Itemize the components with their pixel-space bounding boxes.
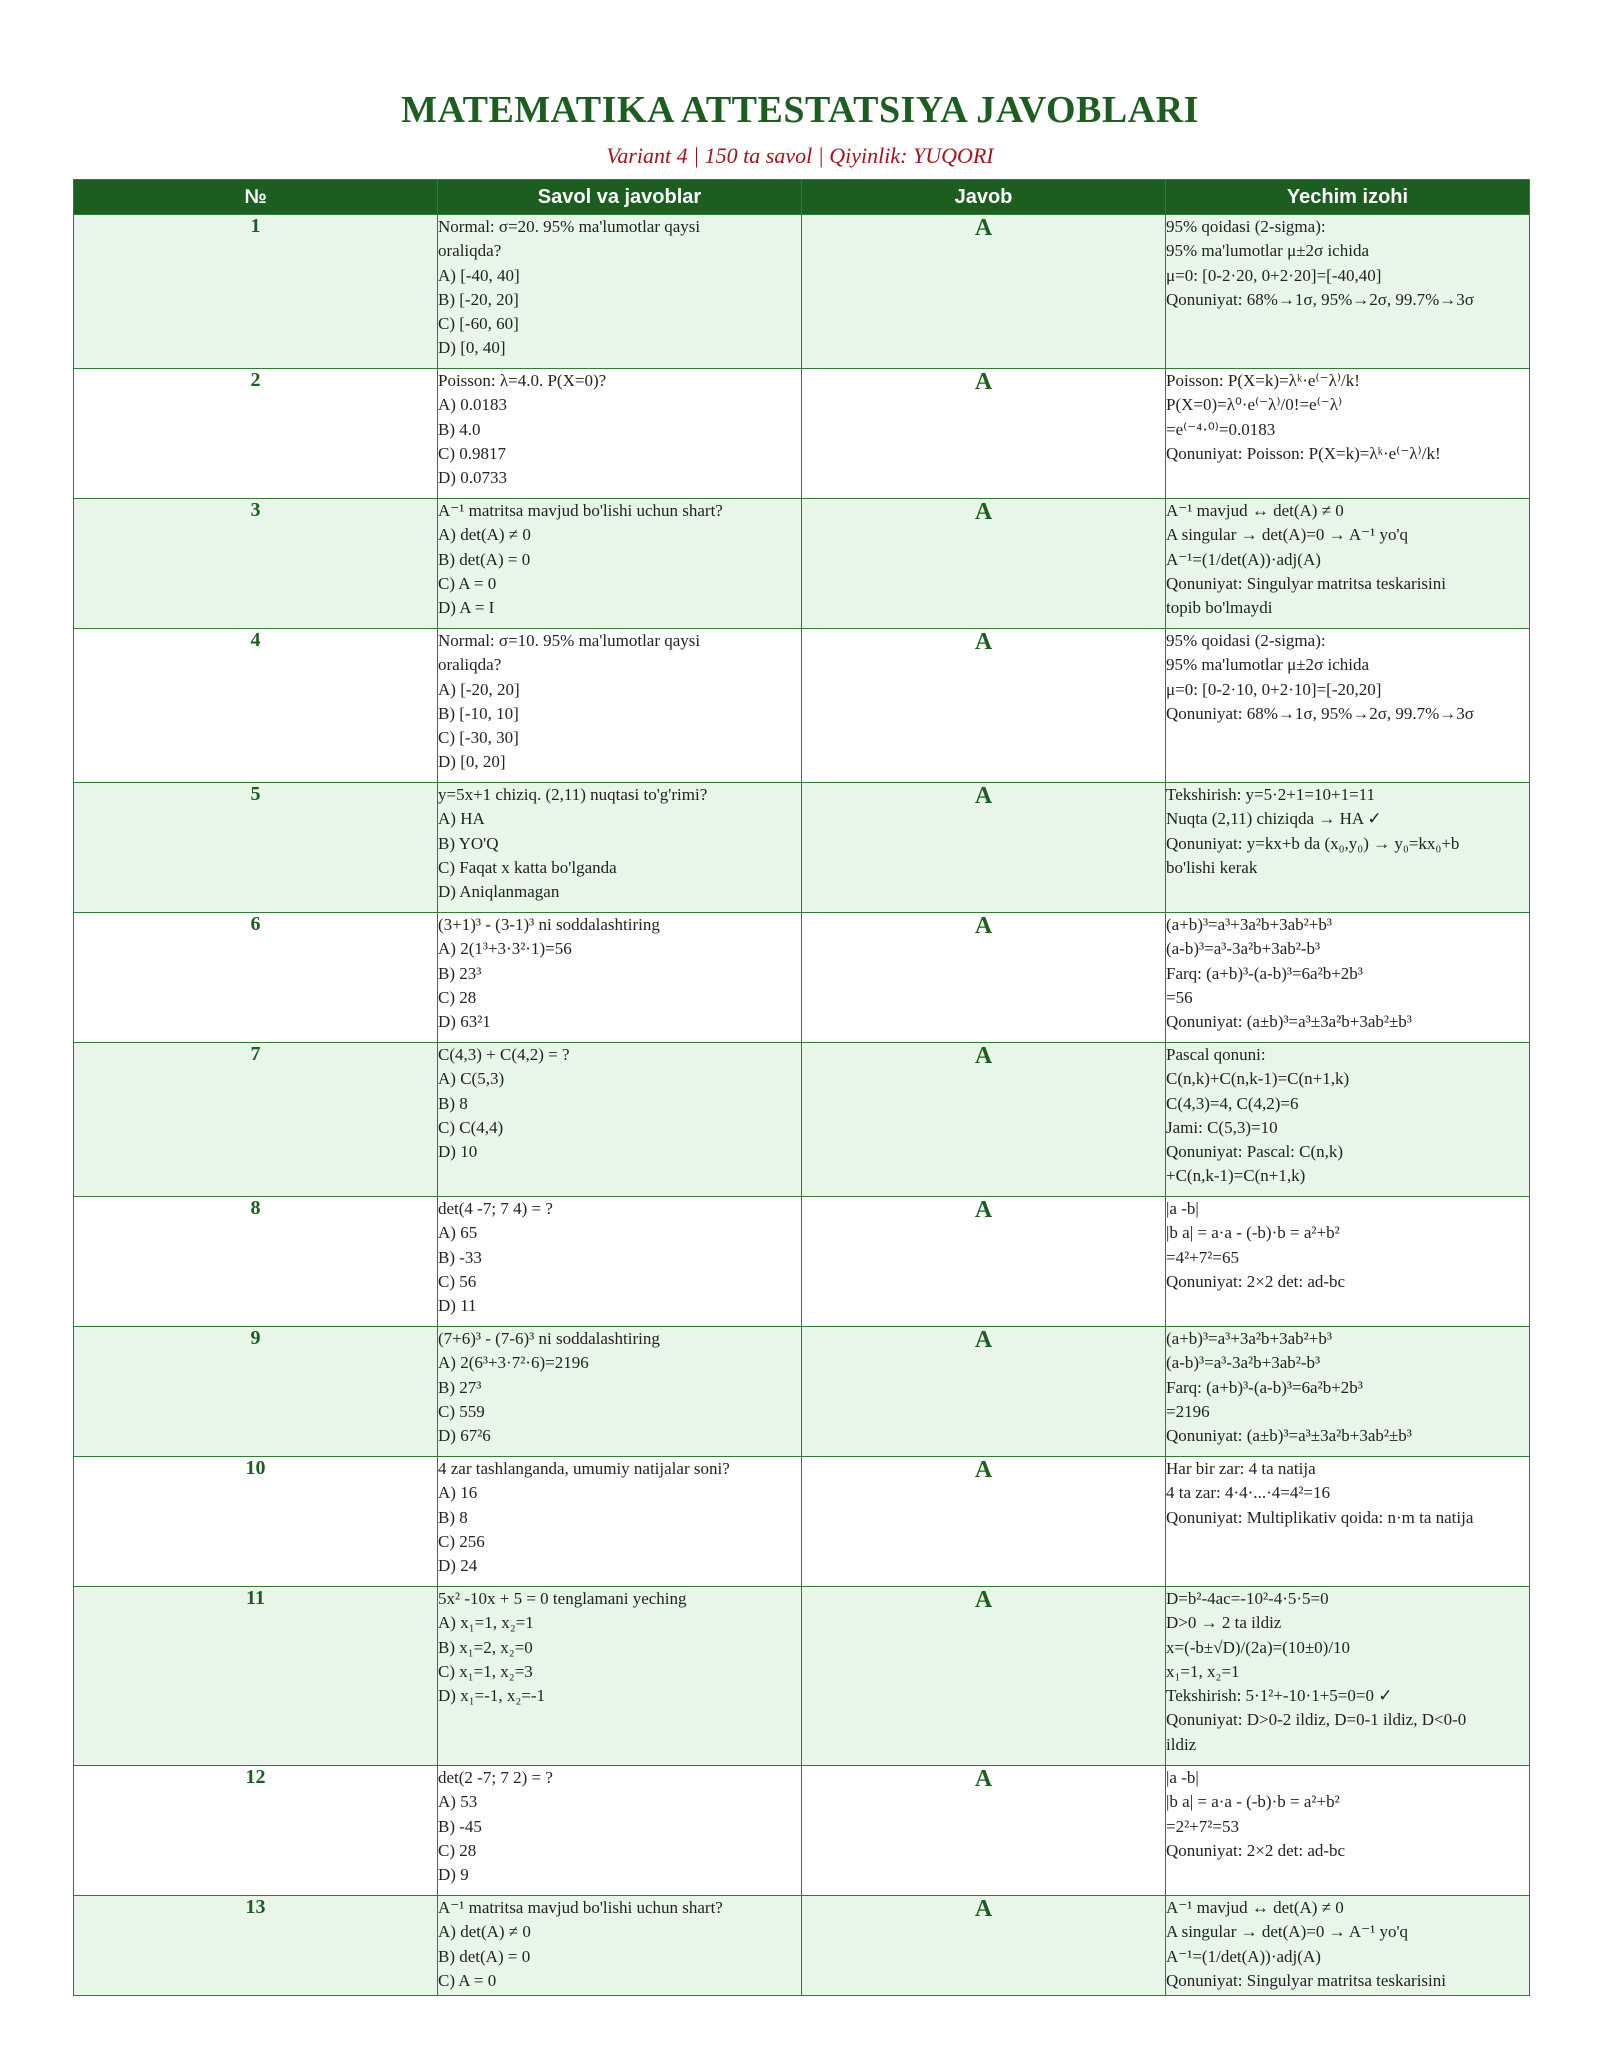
question-text: Poisson: λ=4.0. P(X=0)? A) 0.0183 B) 4.0 C) 0.9817 D) 0.0733 (438, 369, 802, 499)
answer-letter: A (802, 1197, 1166, 1327)
solution-note: Tekshirish: y=5·2+1=10+1=11 Nuqta (2,11) chiziqda → HA ✓ Qonuniyat: y=kx+b da (x₀,y₀) → y₀=kx₀+b bo'lishi kerak (1166, 783, 1530, 913)
answer-letter: A (802, 499, 1166, 629)
table-row (74, 629, 1530, 783)
solution-note: |a -b| |b a| = a·a - (-b)·b = a²+b² =2²+7²=53 Qonuniyat: 2×2 det: ad-bc (1166, 1766, 1530, 1896)
question-text: 4 zar tashlanganda, umumiy natijalar soni? A) 16 B) 8 C) 256 D) 24 (438, 1457, 802, 1587)
table-row (74, 1327, 1530, 1457)
answer-letter: A (802, 1766, 1166, 1896)
answer-letter: A (802, 1896, 1166, 1996)
answer-letter: A (802, 1587, 1166, 1766)
question-number: 3 (74, 499, 438, 629)
answer-letter: A (802, 1457, 1166, 1587)
column-header-explanation: Yechim izohi (1166, 180, 1530, 215)
question-number: 2 (74, 369, 438, 499)
column-header-answer: Javob (802, 180, 1166, 215)
answer-letter: A (802, 1327, 1166, 1457)
question-number: 13 (74, 1896, 438, 1996)
question-text: C(4,3) + C(4,2) = ? A) C(5,3) B) 8 C) C(4,4) D) 10 (438, 1043, 802, 1197)
question-number: 10 (74, 1457, 438, 1587)
table-header (74, 180, 1530, 215)
question-number: 9 (74, 1327, 438, 1457)
question-number: 6 (74, 913, 438, 1043)
table-row (74, 1766, 1530, 1896)
question-text: Normal: σ=10. 95% ma'lumotlar qaysi oraliqda? A) [-20, 20] B) [-10, 10] C) [-30, 30] D) [0, 20] (438, 629, 802, 783)
question-text: y=5x+1 chiziq. (2,11) nuqtasi to'g'rimi? A) HA B) YO'Q C) Faqat x katta bo'lganda D) Aniqlanmagan (438, 783, 802, 913)
column-header-number: № (74, 180, 438, 215)
answer-letter: A (802, 629, 1166, 783)
question-number: 7 (74, 1043, 438, 1197)
question-text: det(4 -7; 7 4) = ? A) 65 B) -33 C) 56 D) 11 (438, 1197, 802, 1327)
question-text: 5x² -10x + 5 = 0 tenglamani yeching A) x₁=1, x₂=1 B) x₁=2, x₂=0 C) x₁=1, x₂=3 D) x₁=-1, x₂=-1 (438, 1587, 802, 1766)
column-header-question: Savol va javoblar (438, 180, 802, 215)
solution-note: (a+b)³=a³+3a²b+3ab²+b³ (a-b)³=a³-3a²b+3ab²-b³ Farq: (a+b)³-(a-b)³=6a²b+2b³ =2196 Qonuniyat: (a±b)³=a³±3a²b+3ab²±b³ (1166, 1327, 1530, 1457)
solution-note: A⁻¹ mavjud ↔ det(A) ≠ 0 A singular → det(A)=0 → A⁻¹ yo'q A⁻¹=(1/det(A))·adj(A) Qonuniyat: Singulyar matritsa teskarisini (1166, 1896, 1530, 1996)
answer-letter: A (802, 369, 1166, 499)
question-number: 11 (74, 1587, 438, 1766)
answer-letter: A (802, 1043, 1166, 1197)
table-row (74, 1043, 1530, 1197)
question-number: 1 (74, 215, 438, 369)
question-text: A⁻¹ matritsa mavjud bo'lishi uchun shart? A) det(A) ≠ 0 B) det(A) = 0 C) A = 0 D) A = I (438, 499, 802, 629)
table-body (74, 215, 1530, 1996)
solution-note: Pascal qonuni: C(n,k)+C(n,k-1)=C(n+1,k) C(4,3)=4, C(4,2)=6 Jami: C(5,3)=10 Qonuniyat: Pascal: C(n,k) +C(n,k-1)=C(n+1,k) (1166, 1043, 1530, 1197)
solution-note: (a+b)³=a³+3a²b+3ab²+b³ (a-b)³=a³-3a²b+3ab²-b³ Farq: (a+b)³-(a-b)³=6a²b+2b³ =56 Qonuniyat: (a±b)³=a³±3a²b+3ab²±b³ (1166, 913, 1530, 1043)
solution-note: Har bir zar: 4 ta natija 4 ta zar: 4·4·...·4=4²=16 Qonuniyat: Multiplikativ qoida: n·m ta natija (1166, 1457, 1530, 1587)
page-subtitle: Variant 4 | 150 ta savol | Qiyinlik: YUQORI (606, 143, 994, 168)
question-text: A⁻¹ matritsa mavjud bo'lishi uchun shart? A) det(A) ≠ 0 B) det(A) = 0 C) A = 0 (438, 1896, 802, 1996)
table-row (74, 913, 1530, 1043)
solution-note: 95% qoidasi (2-sigma): 95% ma'lumotlar μ±2σ ichida μ=0: [0-2·10, 0+2·10]=[-20,20] Qonuniyat: 68%→1σ, 95%→2σ, 99.7%→3σ (1166, 629, 1530, 783)
table-row (74, 215, 1530, 369)
solution-note: A⁻¹ mavjud ↔ det(A) ≠ 0 A singular → det(A)=0 → A⁻¹ yo'q A⁻¹=(1/det(A))·adj(A) Qonuniyat: Singulyar matritsa teskarisini topib bo'lmaydi (1166, 499, 1530, 629)
table-row (74, 1457, 1530, 1587)
table-row (74, 1587, 1530, 1766)
question-text: (7+6)³ - (7-6)³ ni soddalashtiring A) 2(6³+3·7²·6)=2196 B) 27³ C) 559 D) 67²6 (438, 1327, 802, 1457)
question-text: Normal: σ=20. 95% ma'lumotlar qaysi oraliqda? A) [-40, 40] B) [-20, 20] C) [-60, 60] D) [0, 40] (438, 215, 802, 369)
answer-letter: A (802, 783, 1166, 913)
table-row (74, 1896, 1530, 1996)
answer-letter: A (802, 215, 1166, 369)
solution-note: 95% qoidasi (2-sigma): 95% ma'lumotlar μ±2σ ichida μ=0: [0-2·20, 0+2·20]=[-40,40] Qonuniyat: 68%→1σ, 95%→2σ, 99.7%→3σ (1166, 215, 1530, 369)
question-number: 4 (74, 629, 438, 783)
table-row (74, 783, 1530, 913)
answer-letter: A (802, 913, 1166, 1043)
table-row (74, 499, 1530, 629)
question-number: 5 (74, 783, 438, 913)
question-number: 8 (74, 1197, 438, 1327)
answers-table (73, 179, 1530, 1996)
solution-note: Poisson: P(X=k)=λᵏ·e⁽⁻λ⁾/k! P(X=0)=λ⁰·e⁽⁻λ⁾/0!=e⁽⁻λ⁾ =e⁽⁻⁴·⁰⁾=0.0183 Qonuniyat: Poisson: P(X=k)=λᵏ·e⁽⁻λ⁾/k! (1166, 369, 1530, 499)
question-number: 12 (74, 1766, 438, 1896)
page-title: MATEMATIKA ATTESTATSIYA JAVOBLARI (401, 89, 1199, 131)
question-text: det(2 -7; 7 2) = ? A) 53 B) -45 C) 28 D) 9 (438, 1766, 802, 1896)
question-text: (3+1)³ - (3-1)³ ni soddalashtiring A) 2(1³+3·3²·1)=56 B) 23³ C) 28 D) 63²1 (438, 913, 802, 1043)
table-row (74, 369, 1530, 499)
solution-note: |a -b| |b a| = a·a - (-b)·b = a²+b² =4²+7²=65 Qonuniyat: 2×2 det: ad-bc (1166, 1197, 1530, 1327)
solution-note: D=b²-4ac=-10²-4·5·5=0 D>0 → 2 ta ildiz x=(-b±√D)/(2a)=(10±0)/10 x₁=1, x₂=1 Tekshirish: 5·1²+-10·1+5=0=0 ✓ Qonuniyat: D>0-2 ildiz, D=0-1 ildiz, D<0-0 ildiz (1166, 1587, 1530, 1766)
table-row (74, 1197, 1530, 1327)
